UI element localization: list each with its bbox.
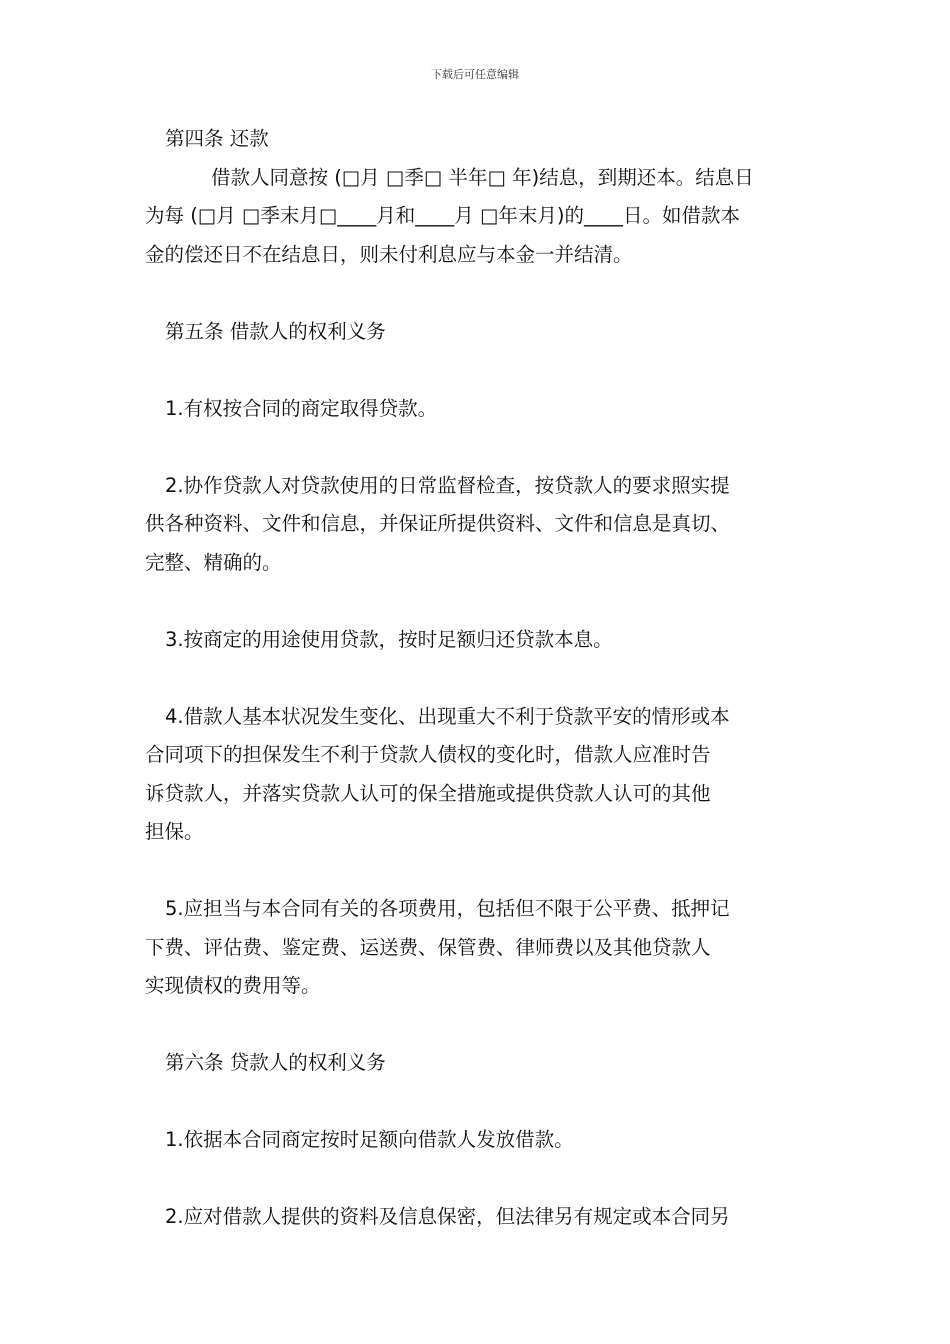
document-body <box>145 120 821 1237</box>
article5-item-3: 3.按商定的用途使用贷款，按时足额归还贷款本息。 <box>165 627 613 651</box>
article6-item-1: 1.依据本合同商定按时足额向借款人发放借款。 <box>165 1128 574 1151</box>
article4-title: 第四条 还款 <box>165 127 269 150</box>
article5-item-2-line: 完整、精确的。 <box>145 550 282 574</box>
article4-body-line: 借款人同意按 (□月 □季□ 半年□ 年)结息，到期还本。结息日 <box>211 165 754 189</box>
article6-title: 第六条 贷款人的权利义务 <box>165 1051 386 1074</box>
article5-item-5-line: 实现债权的费用等。 <box>145 974 321 997</box>
article5-item-5: 5.应担当与本合同有关的各项费用，包括但不限于公平费、抵押记 <box>165 897 730 920</box>
article5-item-4-line: 合同项下的担保发生不利于贷款人债权的变化时，借款人应准时告 <box>145 743 711 766</box>
article5-item-5-line: 下费、评估费、鉴定费、运送费、保管费、律师费以及其他贷款人 <box>145 935 711 959</box>
article5-item-2: 2.协作贷款人对贷款使用的日常监督检查，按贷款人的要求照实提 <box>165 473 730 497</box>
article6-item-2: 2.应对借款人提供的资料及信息保密，但法律另有规定或本合同另 <box>165 1205 730 1228</box>
article5-title: 第五条 借款人的权利义务 <box>165 319 386 343</box>
article4-body-line: 为每 (□月 □季末月□____月和____月 □年末月)的____日。如借款本 <box>145 204 741 227</box>
article5-item-2-line: 供各种资料、文件和信息，并保证所提供资料、文件和信息是真切、 <box>145 512 731 535</box>
article5-item-4: 4.借款人基本状况发生变化、出现重大不利于贷款平安的情形或本 <box>165 704 730 728</box>
header-note: 下载后可任意编辑 <box>431 68 519 81</box>
article5-item-1: 1.有权按合同的商定取得贷款。 <box>165 396 438 420</box>
article5-item-4-line: 诉贷款人，并落实贷款人认可的保全措施或提供贷款人认可的其他 <box>145 781 711 805</box>
article4-body-line: 金的偿还日不在结息日，则未付利息应与本金一并结清。 <box>145 242 633 266</box>
article5-item-4-line: 担保。 <box>145 820 204 843</box>
